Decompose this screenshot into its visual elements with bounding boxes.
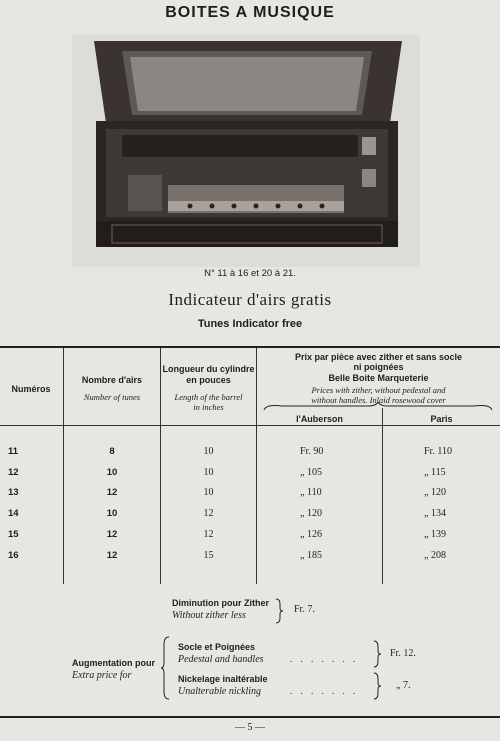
- row-price-auberson: „ 126: [300, 529, 322, 540]
- row-price-paris: „ 120: [424, 487, 446, 498]
- figure-caption: N° 11 à 16 et 20 à 21.: [204, 268, 296, 279]
- footer-rule: [0, 716, 500, 718]
- header-prix-en-1: Prices with zither, without pedestal and: [311, 385, 446, 395]
- section-title-en: Tunes Indicator free: [197, 318, 303, 330]
- row-numero: 11: [8, 446, 19, 457]
- brace-icon: [160, 636, 170, 700]
- row-cylindre: 10: [203, 446, 214, 457]
- row-price-auberson: „ 120: [300, 508, 322, 519]
- socle-price: Fr. 12.: [390, 648, 416, 659]
- diminution-fr: Diminution pour Zither: [172, 598, 269, 608]
- row-price-auberson: „ 110: [300, 487, 322, 498]
- nickel-en: Unalterable nickling: [178, 686, 262, 697]
- row-numero: 15: [8, 529, 19, 540]
- brace-icon: [372, 640, 382, 668]
- row-cylindre: 10: [203, 487, 214, 498]
- row-price-paris: „ 134: [424, 508, 446, 519]
- nickel-fr: Nickelage inaltérable: [178, 674, 268, 684]
- brace-icon: [262, 402, 494, 412]
- row-price-paris: „ 115: [424, 467, 446, 478]
- row-price-paris: Fr. 110: [424, 446, 452, 457]
- header-prix-en-2: without handles. Inlaid rosewood cover: [311, 395, 446, 405]
- row-price-auberson: Fr. 90: [300, 446, 324, 457]
- table-header-rule: [0, 425, 500, 426]
- page-title: BOITES A MUSIQUE: [165, 4, 335, 21]
- socle-en: Pedestal and handles: [178, 654, 264, 665]
- brace-icon: [274, 598, 284, 624]
- header-prix-fr-2: ni poignées: [353, 362, 404, 372]
- row-airs: 8: [109, 446, 115, 457]
- col-divider: [382, 408, 383, 584]
- row-numero: 16: [8, 550, 19, 561]
- augmentation-fr: Augmentation pour: [72, 658, 155, 668]
- header-airs-fr: Nombre d'airs: [81, 375, 143, 385]
- leader-dots: . . . . . . .: [290, 654, 359, 664]
- header-numeros: Numéros: [11, 384, 51, 394]
- augmentation-en: Extra price for: [72, 670, 132, 681]
- header-cyl-fr-2: en pouces: [186, 375, 231, 385]
- row-airs: 12: [106, 487, 118, 498]
- music-box-photo: [72, 35, 420, 267]
- row-cylindre: 12: [203, 508, 214, 519]
- row-cylindre: 10: [203, 467, 214, 478]
- brace-icon: [372, 672, 382, 700]
- row-airs: 10: [106, 467, 118, 478]
- section-title-fr: Indicateur d'airs gratis: [168, 290, 332, 309]
- diminution-price: Fr. 7.: [294, 604, 315, 615]
- header-cyl-en-2: in inches: [193, 402, 224, 412]
- header-airs-en: Number of tunes: [83, 392, 141, 402]
- row-cylindre: 15: [203, 550, 214, 561]
- nickel-price: „ 7.: [396, 680, 411, 691]
- row-numero: 13: [8, 487, 19, 498]
- socle-fr: Socle et Poignées: [178, 642, 256, 652]
- header-prix-fr-3: Belle Boite Marqueterie: [328, 373, 429, 383]
- row-numero: 14: [8, 508, 19, 519]
- header-cyl-en-1: Length of the barrel: [174, 392, 243, 402]
- row-airs: 10: [106, 508, 118, 519]
- row-airs: 12: [106, 550, 118, 561]
- header-cyl-fr-1: Longueur du cylindre: [162, 364, 255, 374]
- row-airs: 12: [106, 529, 118, 540]
- page-number: — 5 —: [235, 722, 265, 733]
- table-top-rule: [0, 346, 500, 348]
- header-auberson: l'Auberson: [296, 414, 343, 424]
- row-price-auberson: „ 185: [300, 550, 322, 561]
- diminution-en: Without zither less: [172, 610, 246, 621]
- row-price-paris: „ 208: [424, 550, 446, 561]
- leader-dots: . . . . . . .: [290, 686, 359, 696]
- header-prix-fr-1: Prix par pièce avec zither et sans socle: [294, 352, 463, 362]
- row-numero: 12: [8, 467, 19, 478]
- row-price-auberson: „ 105: [300, 467, 322, 478]
- row-price-paris: „ 139: [424, 529, 446, 540]
- row-cylindre: 12: [203, 529, 214, 540]
- header-paris: Paris: [430, 414, 453, 424]
